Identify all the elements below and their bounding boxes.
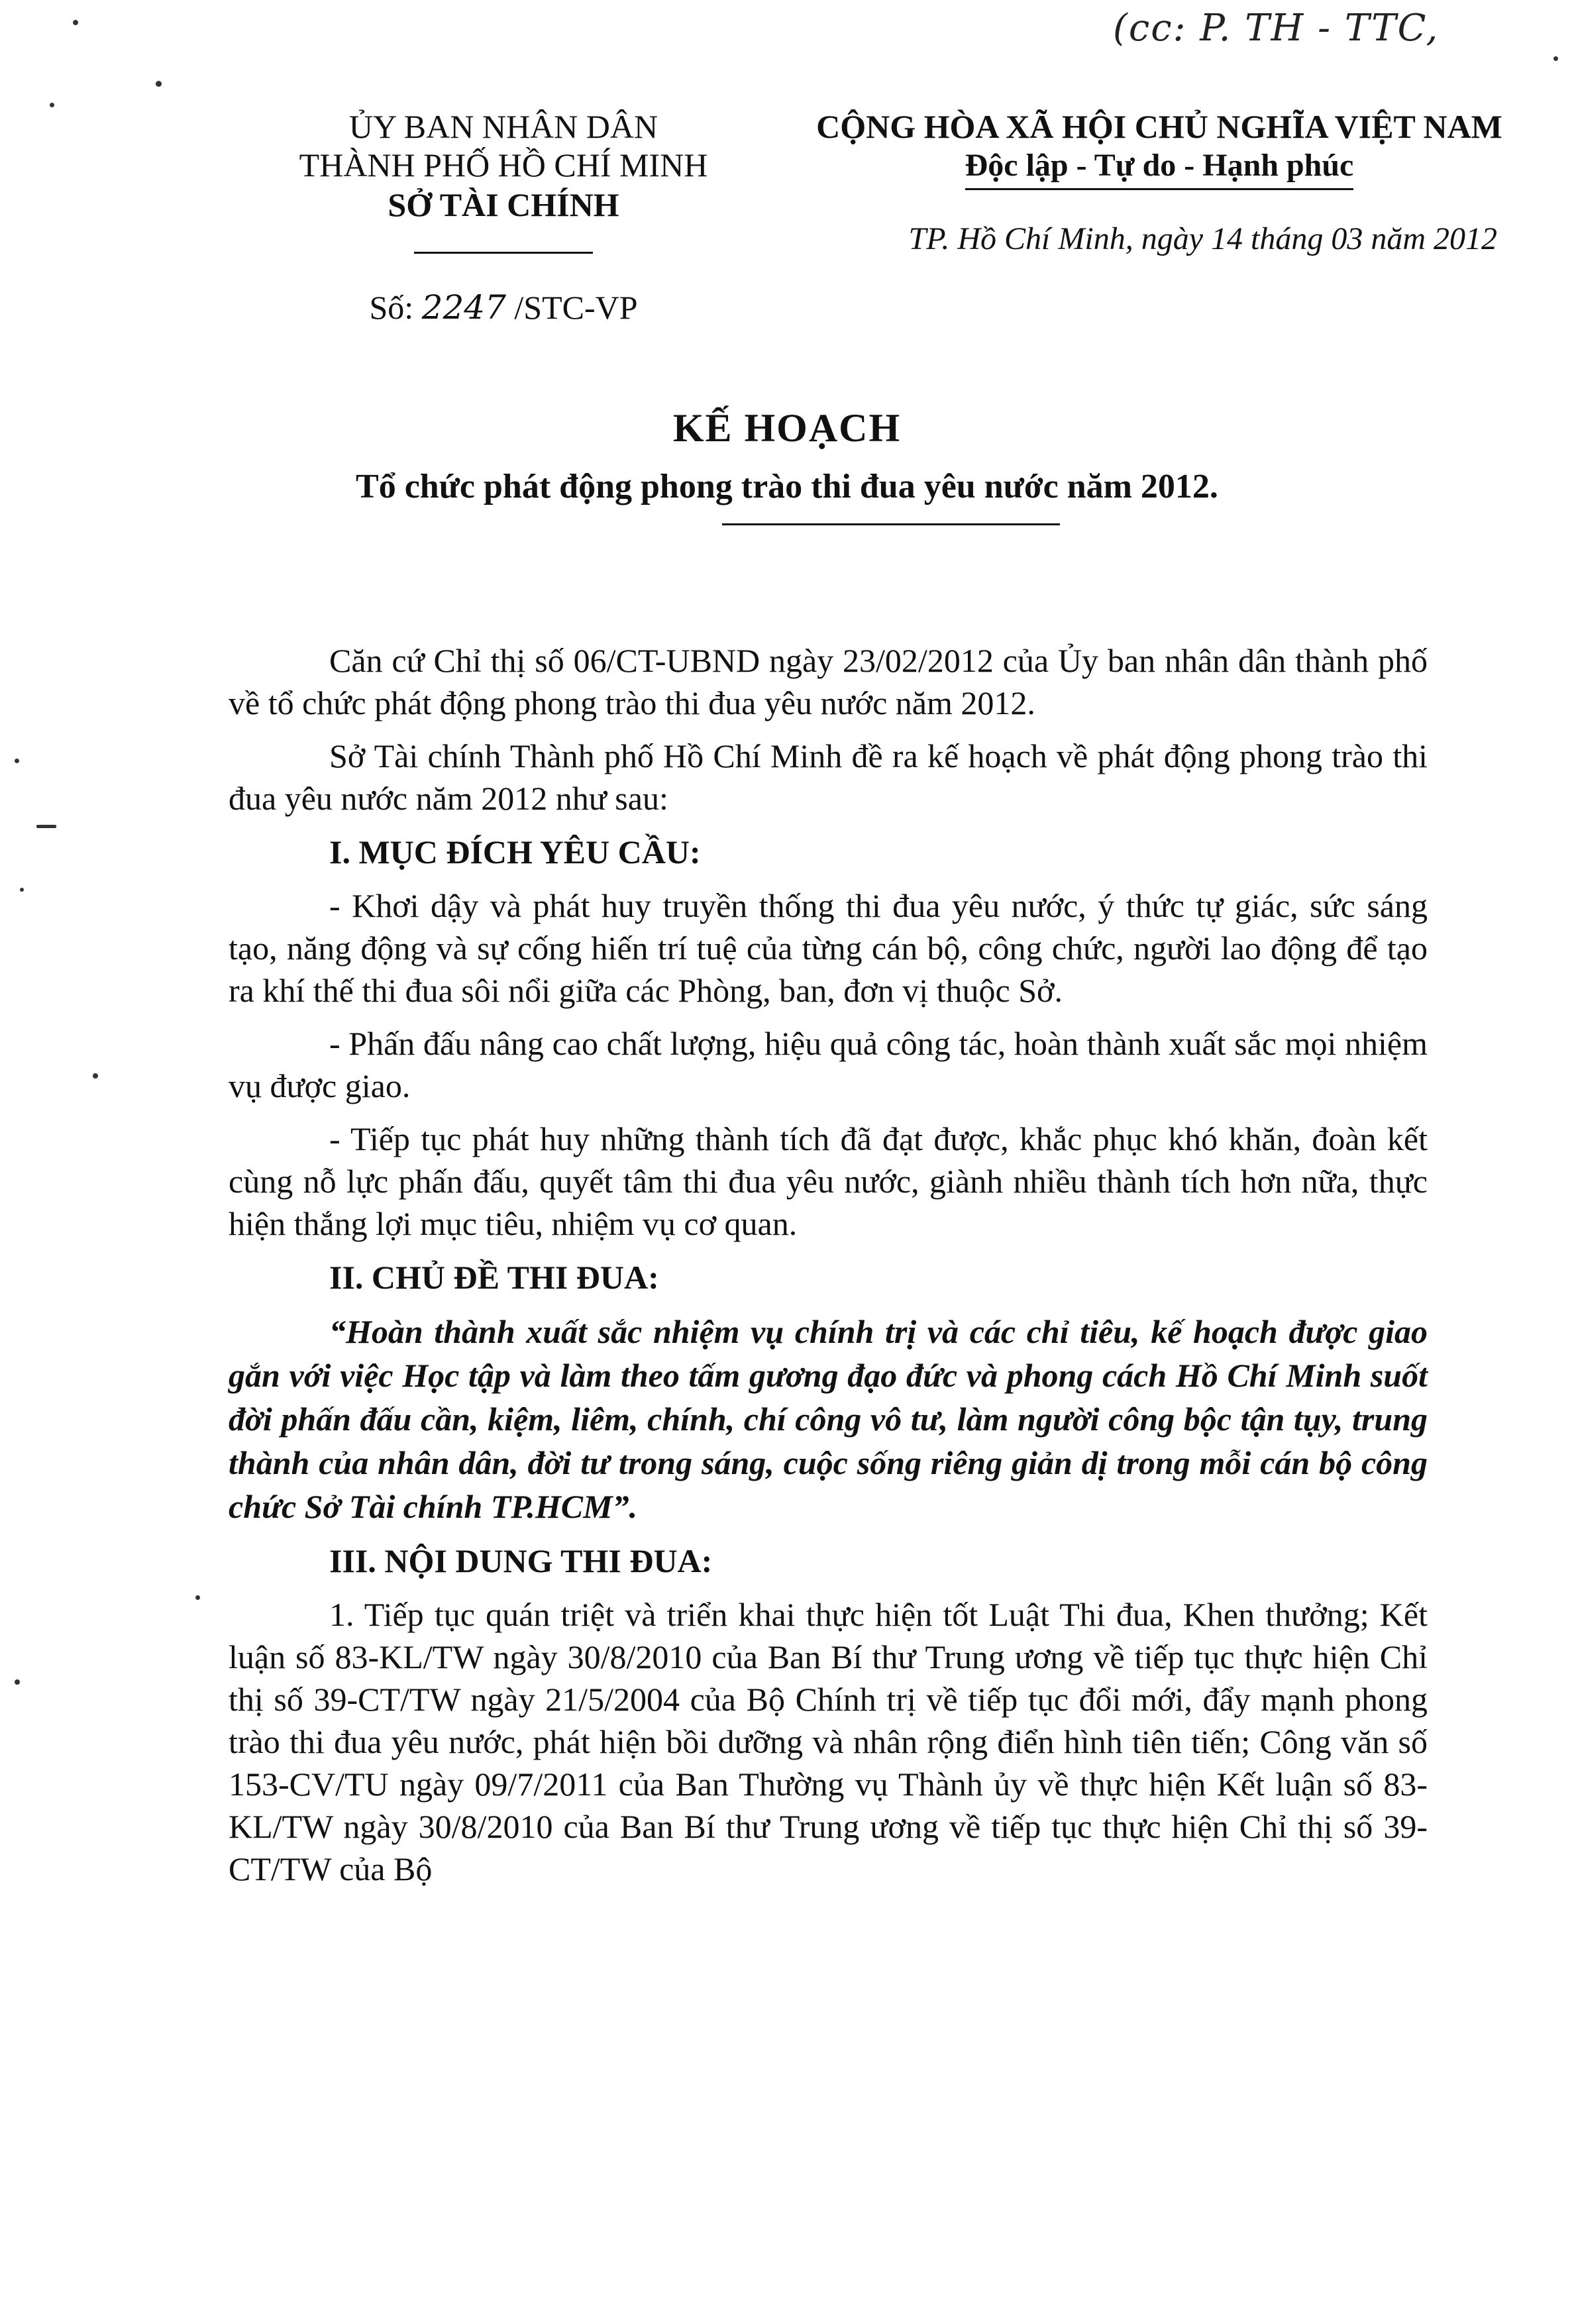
handwritten-note: (cc: P. TH - TTC, xyxy=(1113,7,1440,50)
section-2-theme: “Hoàn thành xuất sắc nhiệm vụ chính trị và các chỉ tiêu, kế hoạch được giao gắn với việc Học tập và làm theo tấm gương đạo đức và phong cách Hồ Chí Minh suốt đời phấn đấu cần, kiệm, liêm, chính, chí công vô tư, làm người công bộc tận tụy, trung thành của nhân dân, đời tư trong sáng, cuộc sống riêng giản dị trong mỗi cán bộ công chức Sở Tài chính TP.HCM”. xyxy=(229,1313,1428,1525)
document-number-handwritten: 2247 xyxy=(421,288,506,327)
document-date: TP. Hồ Chí Minh, ngày 14 tháng 03 năm 2012 xyxy=(908,221,1497,256)
document-subtitle: Tổ chức phát động phong trào thi đua yêu nước năm 2012. xyxy=(356,468,1218,505)
document-title: KẾ HOẠCH xyxy=(672,406,902,450)
intro-paragraph-2: Sở Tài chính Thành phố Hồ Chí Minh đề ra kế hoạch về phát động phong trào thi đua yêu nước năm 2012 như sau: xyxy=(229,737,1428,817)
agency-line-1: ỦY BAN NHÂN DÂN xyxy=(348,108,658,145)
section-3-heading: III. NỘI DUNG THI ĐUA: xyxy=(329,1542,713,1579)
scan-speck xyxy=(15,1679,20,1685)
document-number-prefix: Số: xyxy=(369,289,422,326)
document-number xyxy=(252,288,755,327)
section-1-item: - Khơi dậy và phát huy truyền thống thi đua yêu nước, ý thức tự giác, sức sáng tạo, năng động và sự cống hiến trí tuệ của từng cán bộ, công chức, người lao động để tạo ra khí thế thi đua sôi nổi giữa các Phòng, ban, đơn vị thuộc Sở. xyxy=(229,887,1428,1009)
scan-speck xyxy=(50,103,54,107)
section-1-heading: I. MỤC ĐÍCH YÊU CẦU: xyxy=(329,833,701,871)
section-1-item: - Phấn đấu nâng cao chất lượng, hiệu quả công tác, hoàn thành xuất sắc mọi nhiệm vụ được giao. xyxy=(229,1025,1428,1104)
scan-speck xyxy=(195,1595,200,1600)
scan-speck xyxy=(93,1073,98,1079)
agency-line-2: THÀNH PHỐ HỒ CHÍ MINH xyxy=(299,146,708,184)
intro-paragraph-1: Căn cứ Chỉ thị số 06/CT-UBND ngày 23/02/2012 của Ủy ban nhân dân thành phố về tổ chức phát động phong trào thi đua yêu nước năm 2012. xyxy=(229,642,1428,721)
issuing-agency-header xyxy=(252,107,755,327)
scan-speck xyxy=(20,888,24,892)
agency-divider xyxy=(414,252,593,254)
scan-speck xyxy=(15,759,19,763)
subtitle-divider xyxy=(722,523,1060,525)
document-body xyxy=(229,639,1428,1890)
national-header xyxy=(795,107,1524,257)
section-2-heading: II. CHỦ ĐỀ THI ĐUA: xyxy=(329,1259,659,1296)
section-3-item-1: 1. Tiếp tục quán triệt và triển khai thực hiện tốt Luật Thi đua, Khen thưởng; Kết luận số 83-KL/TW ngày 30/8/2010 của Ban Bí thư Trung ương về tiếp tục thực hiện Chỉ thị số 39-CT/TW ngày 21/5/2004 của Bộ Chính trị về tiếp tục đổi mới, đẩy mạnh phong trào thi đua yêu nước, phát hiện bồi dưỡng và nhân rộng điển hình tiên tiến; Công văn số 153-CV/TU ngày 09/7/2011 của Ban Thường vụ Thành ủy về thực hiện Kết luận số 83-KL/TW ngày 30/8/2010 của Ban Bí thư Trung ương về tiếp tục thực hiện Chỉ thị số 39-CT/TW của Bộ xyxy=(229,1596,1428,1887)
section-1-item: - Tiếp tục phát huy những thành tích đã đạt được, khắc phục khó khăn, đoàn kết cùng nỗ lực phấn đấu, quyết tâm thi đua yêu nước, giành nhiều thành tích hơn nữa, thực hiện thắng lợi mục tiêu, nhiệm vụ cơ quan. xyxy=(229,1120,1428,1242)
scan-speck xyxy=(36,825,56,828)
national-title: CỘNG HÒA XÃ HỘI CHỦ NGHĨA VIỆT NAM xyxy=(816,108,1502,145)
agency-line-3: SỞ TÀI CHÍNH xyxy=(388,186,619,223)
scan-speck xyxy=(73,20,78,25)
national-motto: Độc lập - Tự do - Hạnh phúc xyxy=(965,146,1354,190)
scan-speck xyxy=(1553,56,1558,61)
scan-speck xyxy=(156,81,162,87)
document-number-suffix: /STC-VP xyxy=(505,289,638,326)
